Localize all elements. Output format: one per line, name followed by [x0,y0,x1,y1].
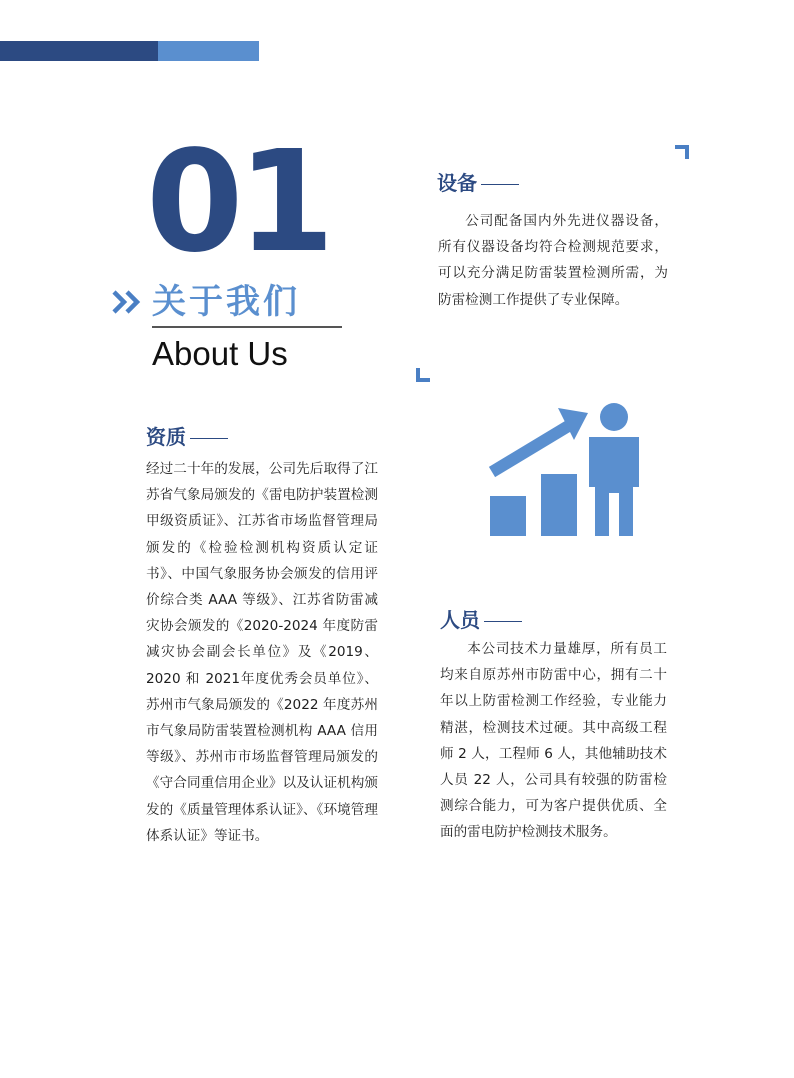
corner-mark-bottom-left [416,368,430,382]
staff-title: 人员 [440,608,480,632]
qualification-heading [146,422,228,452]
equipment-title: 设备 [437,171,477,195]
corner-mark-top-right [675,145,689,159]
page-title-cn: 关于我们 [152,282,300,322]
heading-line [481,184,519,185]
staff-text: 本公司技术力量雄厚，所有员工均来自原苏州市防雷中心，拥有二十年以上防雷检测工作经验，专业能力精湛，检测技术过硬。其中高级工程师 2 人，工程师 6 人，其他辅助技术人员 22 人，公司具有较强的防雷检测综合能力，可为客户提供优质、全面的雷电防护检测技术服务。 [440,641,667,841]
top-bar-light [158,41,259,61]
title-divider [152,326,342,328]
equipment-heading [437,168,519,198]
heading-line [484,621,522,622]
qualification-text: 经过二十年的发展，公司先后取得了江苏省气象局颁发的《雷电防护装置检测甲级资质证》、江苏省市场监督管理局颁发的《检验检测机构资质认定证书》、中国气象服务协会颁发的信用评价综合类 AAA 等级》、江苏省防雷减灾协会颁发的《2020-2024 年度防雷减灾协会副会长单位》及《2019、2020 和 2021年度优秀会员单位》、苏州市气象局颁发的《2022 年度苏州市气象局防雷装置检测机构 AAA 信用等级》、苏州市市场监督管理局颁发的《守合同重信用企业》以及认证机构颁发的《质量管理体系认证》、《环境管理体系认证》等证书。 [146,461,378,844]
heading-line [190,438,228,439]
qualification-title: 资质 [146,425,186,449]
top-bar-dark [0,41,158,61]
section-number: 01 [146,121,329,284]
staff-heading [440,605,522,635]
page-title-en: About Us [152,335,288,372]
equipment-text: 公司配备国内外先进仪器设备，所有仪器设备均符合检测规范要求，可以充分满足防雷装置检测所需，为防雷检测工作提供了专业保障。 [438,213,668,308]
double-chevron-icon [111,287,145,317]
growth-chart-icon [488,398,643,540]
